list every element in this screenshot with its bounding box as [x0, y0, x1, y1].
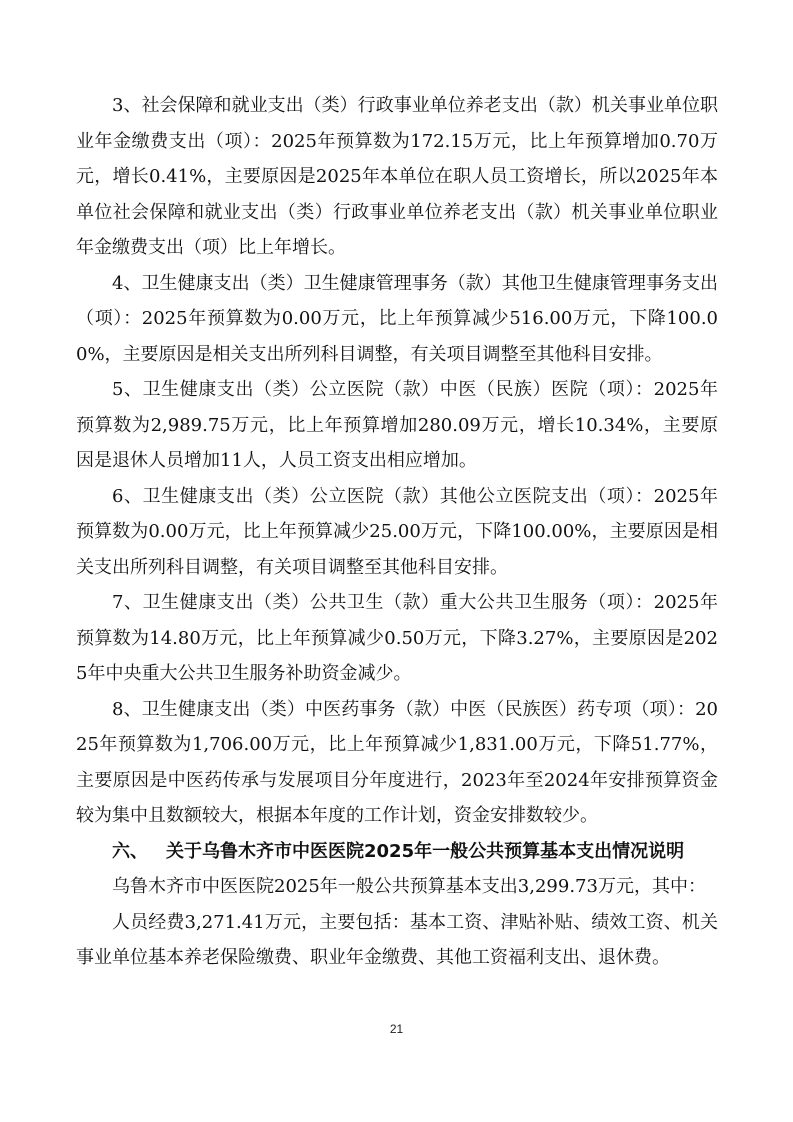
section-heading: [76, 834, 718, 870]
document-body: [76, 88, 718, 976]
page-number: 21: [389, 1022, 404, 1036]
paragraph-item-4: 4、卫生健康支出（类）卫生健康管理事务（款）其他卫生健康管理事务支出（项）：2025年预算数为0.00万元，比上年预算减少516.00万元，下降100.00%，主要原因是相关支出所列科目调整，有关项目调整至其他科目安排。: [76, 272, 718, 365]
section-title: 关于乌鲁木齐市中医医院2025年一般公共预算基本支出情况说明: [166, 840, 685, 862]
paragraph-item-5: 5、卫生健康支出（类）公立医院（款）中医（民族）医院（项）：2025年预算数为2,989.75万元，比上年预算增加280.09万元，增长10.34%，主要原因是退休人员增加11人，人员工资支出相应增加。: [76, 379, 718, 471]
paragraph-item-6: 6、卫生健康支出（类）公立医院（款）其他公立医院支出（项）：2025年预算数为0.00万元，比上年预算减少25.00万元，下降100.00%，主要原因是相关支出所列科目调整，有关项目调整至其他科目安排。: [76, 485, 718, 578]
personnel-expenditure-detail: 人员经费3,271.41万元，主要包括：基本工资、津贴补贴、绩效工资、机关事业单位基本养老保险缴费、职业年金缴费、其他工资福利支出、退休费。: [76, 911, 718, 968]
paragraph-item-8: 8、卫生健康支出（类）中医药事务（款）中医（民族医）药专项（项）：2025年预算数为1,706.00万元，比上年预算减少1,831.00万元，下降51.77%，主要原因是中医药传承与发展项目分年度进行，2023年至2024年安排预算资金较为集中且数额较大，根据本年度的工作计划，资金安排数较少。: [76, 698, 718, 826]
paragraph-item-7: 7、卫生健康支出（类）公共卫生（款）重大公共卫生服务（项）：2025年预算数为14.80万元，比上年预算减少0.50万元，下降3.27%，主要原因是2025年中央重大公共卫生服务补助资金减少。: [76, 592, 718, 684]
section-number: 六、: [112, 840, 148, 862]
basic-expenditure-summary: 乌鲁木齐市中医医院2025年一般公共预算基本支出3,299.73万元，其中：: [112, 876, 706, 897]
paragraph-item-3: 3、社会保障和就业支出（类）行政事业单位养老支出（款）机关事业单位职业年金缴费支出（项）：2025年预算数为172.15万元，比上年预算增加0.70万元，增长0.41%，主要原因是2025年本单位在职人员工资增长，所以2025年本单位社会保障和就业支出（类）行政事业单位养老支出（款）机关事业单位职业年金缴费支出（项）比上年增长。: [76, 95, 718, 258]
